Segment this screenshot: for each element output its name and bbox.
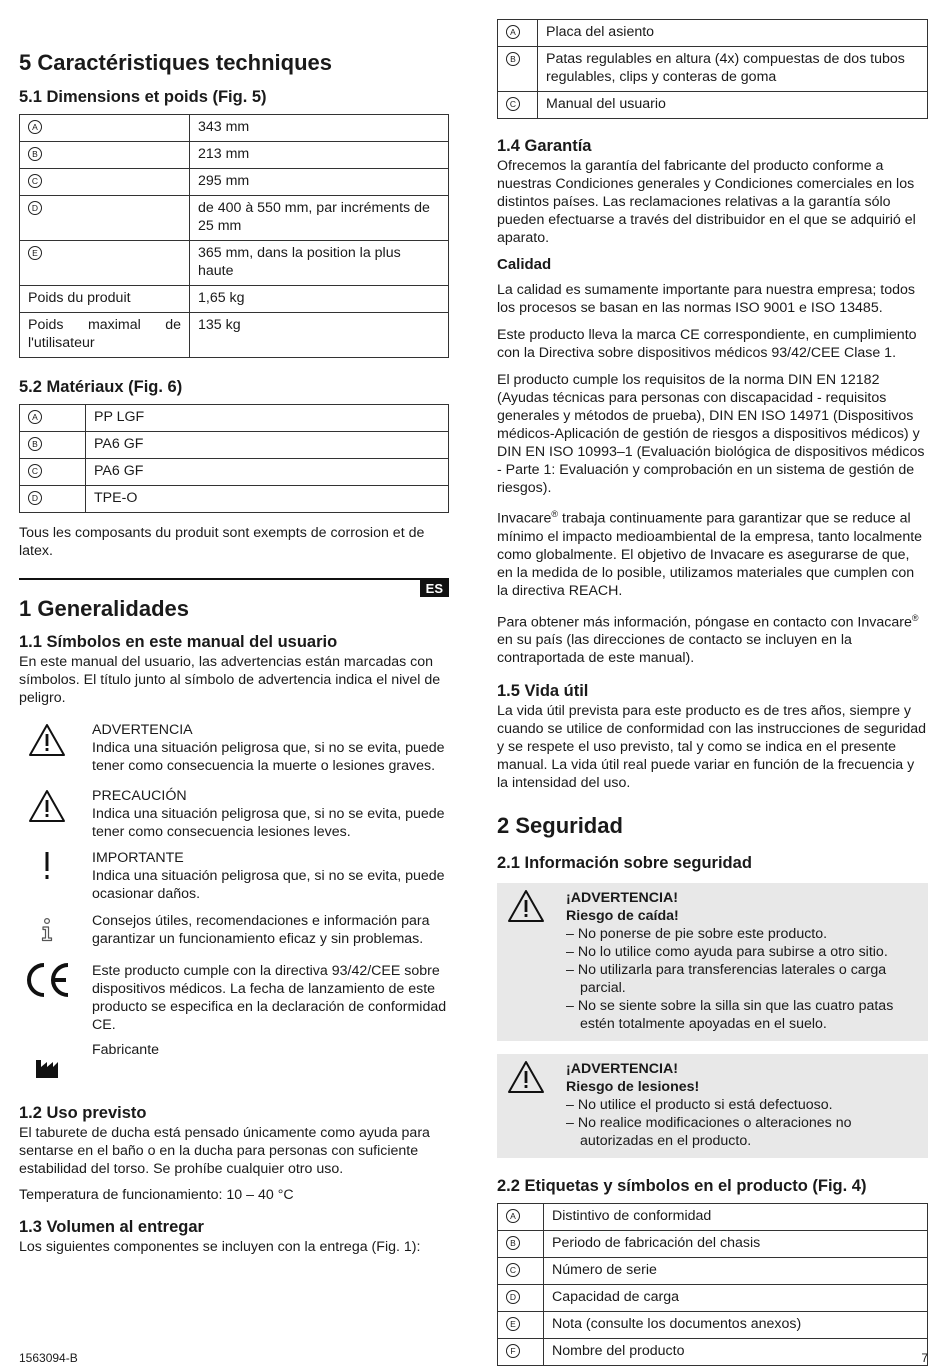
section-1-2-text: El taburete de ducha está pensado únicamente como ayuda para sentarse en el baño o en la ducha para personas con suficiente estabilidad del torso. Se prohíbe cualquier otro uso. (19, 1125, 430, 1177)
materials-table (19, 404, 449, 513)
circled-letter: C (506, 97, 520, 111)
section-1-5-text: La vida útil prevista para este producto es de tres años, siempre y cuando se utilice de conformidad con las instrucciones de seguridad y se respete el uso previsto, tal y como se indica en el presente manual. La vida útil real puede variar en función de la frecuencia y la intensidad del uso. (497, 703, 927, 792)
symbol-precaucion (19, 787, 449, 841)
circled-letter: E (28, 246, 42, 260)
list-item: – No utilizarla para transferencias laterales o carga parcial. (566, 961, 920, 997)
table-row (20, 405, 449, 432)
warning-triangle-icon (507, 1060, 545, 1099)
warning-title: ¡ADVERTENCIA! (566, 1061, 678, 1078)
table-row (20, 196, 449, 241)
table-cell: PP LGF (86, 405, 449, 432)
calidad-paragraph: Este producto lleva la marca CE correspondiente, en cumplimiento con la Directiva sobre dispositivos médicos 93/42/CEE Clase 1. (497, 327, 917, 361)
symbol-text: Indica una situación peligrosa que, si no se evita, puede tener como consecuencia lesiones leves. (92, 806, 445, 840)
table-cell: 295 mm (190, 169, 449, 196)
symbol-title: ADVERTENCIA (92, 722, 193, 738)
table-cell: de 400 à 550 mm, par incréments de 25 mm (190, 196, 449, 241)
circled-letter: B (506, 1236, 520, 1250)
table-cell: Periodo de fabricación del chasis (544, 1231, 928, 1258)
section-1-3-title: 1.3 Volumen al entregar (19, 1218, 204, 1236)
section-5-1-title: 5.1 Dimensions et poids (Fig. 5) (19, 88, 267, 106)
table-cell: Patas regulables en altura (4x) compuestas de dos tubos regulables, clips y conteras de goma (538, 47, 928, 92)
table-cell: 1,65 kg (190, 286, 449, 313)
paragraph-text: Para obtener más información, póngase en contacto con Invacare (497, 614, 912, 631)
section-1-4-text: Ofrecemos la garantía del fabricante del producto conforme a nuestras Condiciones generales y Condiciones comerciales en los distintos países. Las reclamaciones relativas a la garantía sólo pueden efectuarse a través del distribuidor en el que se adquirió el aparato. (497, 158, 916, 246)
table-row (20, 115, 449, 142)
symbol-fabricante (19, 1041, 449, 1081)
table-cell: 343 mm (190, 115, 449, 142)
section-1-3-text: Los siguientes componentes se incluyen con la entrega (Fig. 1): (19, 1239, 421, 1255)
table-row (498, 47, 928, 92)
calidad-paragraph: El producto cumple los requisitos de la norma DIN EN 12182 (Ayudas técnicas para personas con discapacidad - requisitos generales y métodos de prueba), DIN EN ISO 14971 (Dispositivos médicos-Aplicación de gestión de riesgos a dispositivos médicos) y DIN EN ISO 10993–1 (Evaluación biológica de dispositivos médicos - Parte 1: Evaluación y comprobación en un sistema de gestión de riesgos). (497, 372, 925, 496)
table-cell: PA6 GF (86, 432, 449, 459)
table-row (20, 169, 449, 196)
symbol-text: Indica una situación peligrosa que, si no se evita, puede ocasionar daños. (92, 868, 445, 902)
table-cell: Placa del asiento (538, 20, 928, 47)
symbol-title: PRECAUCIÓN (92, 788, 187, 804)
registered-mark: ® (911, 612, 919, 623)
table-row (20, 432, 449, 459)
symbol-text: Fabricante (92, 1042, 160, 1058)
symbol-ce (19, 962, 449, 1034)
table-cell: TPE-O (86, 486, 449, 513)
table-row (20, 142, 449, 169)
table-row (20, 486, 449, 513)
paragraph-text: en su país (las direcciones de contacto se incluyen en la contraportada de este manual). (497, 632, 852, 667)
table-cell: 213 mm (190, 142, 449, 169)
warning-subtitle: Riesgo de caída! (566, 908, 679, 925)
warning-triangle-icon (19, 723, 75, 757)
table-cell: Distintivo de conformidad (544, 1204, 928, 1231)
circled-letter: C (506, 1263, 520, 1277)
table-row (498, 1258, 928, 1285)
symbol-info (19, 912, 449, 948)
table-row (498, 92, 928, 119)
table-cell: Nombre del producto (544, 1339, 928, 1366)
table-cell: Poids du produit (20, 286, 190, 313)
table-row (498, 1285, 928, 1312)
dimensions-table (19, 114, 449, 358)
table-cell: 365 mm, dans la position la plus haute (190, 241, 449, 286)
manufacturer-icon (19, 1057, 75, 1079)
section-2-2-title: 2.2 Etiquetas y símbolos en el producto (Fig. 4) (497, 1177, 867, 1196)
table-row (498, 1312, 928, 1339)
table-cell: 135 kg (190, 313, 449, 358)
ce-mark-icon (19, 962, 75, 998)
table-row (20, 313, 449, 358)
warning-box-injury (497, 1054, 928, 1158)
list-item: – No utilice el producto si está defectuoso. (566, 1096, 920, 1114)
circled-letter: D (506, 1290, 520, 1304)
section-1-1-text: En este manual del usuario, las advertencias están marcadas con símbolos. El título junto al símbolo de advertencia indica el nivel de peligro. (19, 654, 441, 706)
warning-list (566, 1096, 920, 1150)
table-cell: Número de serie (544, 1258, 928, 1285)
circled-letter: D (28, 201, 42, 215)
section-1-5-title: 1.5 Vida útil (497, 682, 589, 701)
section-1-4-title: 1.4 Garantía (497, 137, 592, 155)
symbol-text: Indica una situación peligrosa que, si no se evita, puede tener como consecuencia la muerte o lesiones graves. (92, 740, 445, 774)
warning-subtitle: Riesgo de lesiones! (566, 1079, 700, 1096)
section-2-1-title: 2.1 Información sobre seguridad (497, 854, 752, 873)
warning-triangle-icon (507, 889, 545, 928)
labels-table (497, 1203, 928, 1366)
calidad-paragraph (497, 609, 928, 668)
list-item: – No realice modificaciones o alteraciones no autorizadas en el producto. (566, 1114, 920, 1150)
list-item: – No se siente sobre la silla sin que las cuatro patas estén totalmente apoyadas en el suelo. (566, 997, 920, 1033)
circled-letter: B (28, 437, 42, 451)
table-row (498, 1231, 928, 1258)
list-item: – No lo utilice como ayuda para subirse a otro sitio. (566, 943, 920, 961)
section-5-title: 5 Caractéristiques techniques (19, 50, 333, 75)
warning-box-fall (497, 883, 928, 1041)
materials-note: Tous les composants du produit sont exempts de corrosion et de latex. (19, 525, 425, 559)
table-cell: Poids maximal de l'utilisateur (20, 313, 190, 358)
brand-name: Invacare (497, 510, 552, 527)
circled-letter: A (506, 1209, 520, 1223)
table-row (498, 20, 928, 47)
table-row (20, 459, 449, 486)
circled-letter: F (506, 1344, 520, 1358)
symbol-advertencia (19, 721, 449, 775)
circled-letter: A (28, 410, 42, 424)
symbol-title: IMPORTANTE (92, 850, 184, 866)
left-column (19, 0, 449, 1256)
circled-letter: C (28, 464, 42, 478)
registered-mark: ® (551, 509, 559, 519)
document-code: 1563094-B (19, 1351, 78, 1365)
exclamation-icon (19, 851, 75, 881)
operating-temperature: Temperatura de funcionamiento: 10 – 40 °C (19, 1187, 294, 1203)
table-cell: Nota (consulte los documentos anexos) (544, 1312, 928, 1339)
right-column (497, 0, 928, 1366)
table-row (20, 241, 449, 286)
table-cell: PA6 GF (86, 459, 449, 486)
table-cell: Manual del usuario (538, 92, 928, 119)
section-1-2-title: 1.2 Uso previsto (19, 1104, 147, 1122)
circled-letter: C (28, 174, 42, 188)
circled-letter: A (506, 25, 520, 39)
circled-letter: B (28, 147, 42, 161)
paragraph-text: trabaja continuamente para garantizar que se reduce al mínimo el impacto medioambiental de la empresa, tanto localmente como globalmente. El objetivo de Invacare es asegurarse de que, en la medida de lo posible, utilizamos materiales que cumplen con la directiva REACH. (497, 510, 923, 599)
table-cell: Capacidad de carga (544, 1285, 928, 1312)
calidad-paragraph (497, 505, 928, 600)
warning-list (566, 925, 920, 1033)
table-row (498, 1339, 928, 1366)
circled-letter: D (28, 491, 42, 505)
table-row (20, 286, 449, 313)
circled-letter: B (506, 52, 520, 66)
section-2-title: 2 Seguridad (497, 813, 623, 839)
calidad-title: Calidad (497, 256, 552, 273)
list-item: – No ponerse de pie sobre este producto. (566, 925, 920, 943)
info-icon (19, 918, 75, 942)
page-number: 7 (921, 1351, 928, 1365)
components-table (497, 19, 928, 119)
section-5-2-title: 5.2 Matériaux (Fig. 6) (19, 378, 183, 396)
symbol-importante (19, 849, 449, 903)
symbol-text: Este producto cumple con la directiva 93/42/CEE sobre dispositivos médicos. La fecha de lanzamiento de este producto se especifica en la declaración de conformidad CE. (92, 963, 447, 1033)
calidad-paragraph: La calidad es sumamente importante para nuestra empresa; todos los procesos se basan en las normas ISO 9001 e ISO 13485. (497, 282, 915, 316)
symbol-text: Consejos útiles, recomendaciones e información para garantizar un funcionamiento eficaz y sin problemas. (92, 913, 430, 947)
language-divider (19, 578, 449, 596)
section-1-1-title: 1.1 Símbolos en este manual del usuario (19, 633, 338, 651)
warning-triangle-icon (19, 789, 75, 823)
language-tag: ES (420, 580, 449, 597)
circled-letter: E (506, 1317, 520, 1331)
circled-letter: A (28, 120, 42, 134)
section-1-title: 1 Generalidades (19, 596, 189, 621)
table-row (498, 1204, 928, 1231)
warning-title: ¡ADVERTENCIA! (566, 890, 678, 907)
